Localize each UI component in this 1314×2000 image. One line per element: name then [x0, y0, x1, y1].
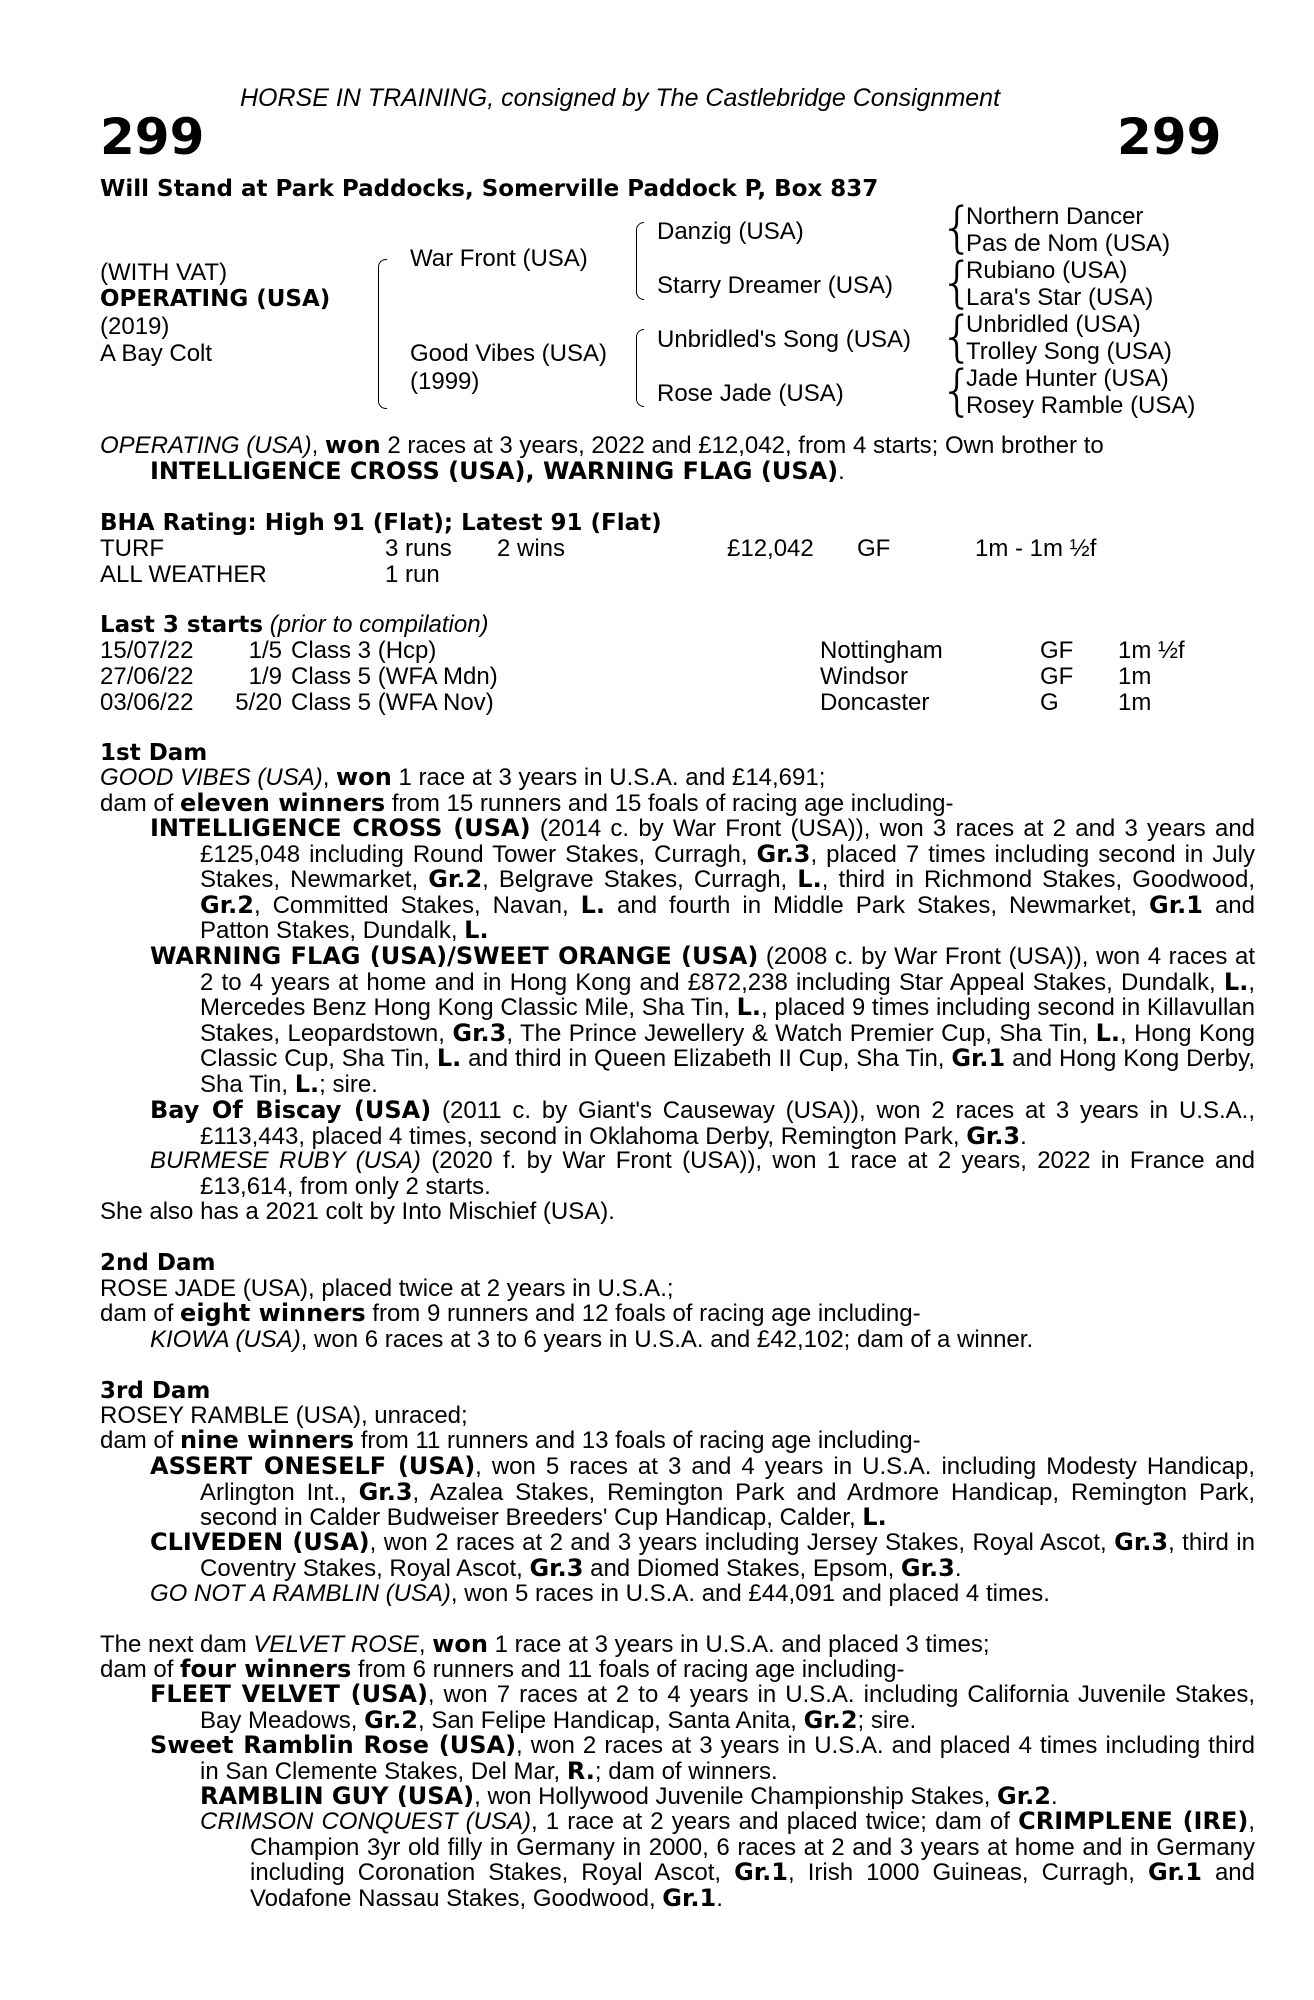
race-summary: OPERATING (USA), won 2 races at 3 years, 2022 and £12,042, from 4 starts; Own brother to INTELLIGENCE CROSS (USA), WARNING FLAG (USA).: [100, 431, 1104, 485]
pedigree-sire-sire: Danzig (USA): [657, 218, 804, 245]
dam1-progeny-2: WARNING FLAG (USA)/SWEET ORANGE (USA) (2008 c. by War Front (USA)), won 4 races at 2 to 4 years at home and in Hong Kong and £872,238 including Star Appeal Stakes, Dundalk, L., Mercedes Benz Hong Kong Classic Mile, Sha Tin, L., placed 9 times including second in Killavullan Stakes, Leopardstown, Gr.3, The Prince Jewellery & Watch Premier Cup, Sha Tin, L., Hong Kong Classic Cup, Sha Tin, L. and third in Queen Elizabeth II Cup, Sha Tin, Gr.1 and Hong Kong Derby, Sha Tin, L.; sire.: [150, 942, 1256, 1098]
dam3-progeny-3: GO NOT A RAMBLIN (USA), won 5 races in U.S.A. and £44,091 and placed 4 times.: [150, 1580, 1050, 1607]
start-dist-3: 1m: [1118, 689, 1152, 716]
start-date-2: 27/06/22: [100, 663, 194, 690]
start-date-3: 03/06/22: [100, 689, 194, 716]
pedigree-dam-dam: Rose Jade (USA): [657, 380, 844, 407]
dam1-line2: dam of eleven winners from 15 runners and 15 foals of racing age including-: [100, 789, 954, 817]
dam3-line2: dam of nine winners from 11 runners and 13 foals of racing age including-: [100, 1426, 921, 1454]
rating-wins-1: 2 wins: [497, 535, 566, 562]
foaling-year: (2019): [100, 313, 170, 340]
brace-g4-3: {: [940, 305, 975, 368]
vat-note: (WITH VAT): [100, 259, 228, 286]
dam2-heading: 2nd Dam: [100, 1250, 216, 1276]
next-dam-line2: dam of four winners from 6 runners and 11 foals of racing age including-: [100, 1655, 905, 1683]
start-pos-3: 5/20: [235, 689, 282, 716]
rating-prize-1: £12,042: [727, 535, 814, 562]
next-dam-line1: The next dam VELVET ROSE, won 1 race at 3 years in U.S.A. and placed 3 times;: [100, 1630, 990, 1658]
start-pos-1: 1/5: [248, 637, 282, 664]
next-dam-progeny-2: Sweet Ramblin Rose (USA), won 2 races at 3 years in U.S.A. and placed 4 times including third in San Clemente Stakes, Del Mar, R.; dam of winners.: [150, 1731, 1255, 1785]
dam1-also: She also has a 2021 colt by Into Mischief (USA).: [100, 1198, 615, 1225]
bracket-sire-line: [636, 222, 644, 300]
bracket-parents: [378, 259, 387, 409]
start-class-1: Class 3 (Hcp): [291, 637, 437, 664]
dam1-progeny-3: Bay Of Biscay (USA) (2011 c. by Giant's Causeway (USA)), won 2 races at 3 years in U.S.A., £113,443, placed 4 times, second in Oklahoma Derby, Remington Park, Gr.3.: [150, 1096, 1255, 1150]
dam1-progeny-1: INTELLIGENCE CROSS (USA) (2014 c. by War Front (USA)), won 3 races at 2 and 3 years and £125,048 including Round Tower Stakes, Curragh, Gr.3, placed 7 times including second in July Stakes, Newmarket, Gr.2, Belgrave Stakes, Curragh, L., third in Richmond Stakes, Goodwood, Gr.2, Committed Stakes, Navan, L. and fourth in Middle Park Stakes, Newmarket, Gr.1 and Patton Stakes, Dundalk, L.: [150, 814, 1256, 944]
pedigree-g4-5: Unbridled (USA): [966, 311, 1141, 338]
horse-name: OPERATING (USA): [100, 286, 331, 312]
lot-number-left: 299: [100, 108, 205, 166]
pedigree-sire: War Front (USA): [410, 245, 588, 272]
last-starts-heading: Last 3 starts (prior to compilation): [100, 611, 489, 638]
start-going-2: GF: [1040, 663, 1074, 690]
rating-surface-1: TURF: [100, 535, 164, 562]
pedigree-g4-2: Pas de Nom (USA): [966, 230, 1171, 257]
dam1-heading: 1st Dam: [100, 740, 208, 766]
horse-identity: [100, 259, 330, 367]
brace-g4-1: {: [940, 196, 975, 259]
brace-g4-4: {: [940, 359, 975, 422]
pedigree-g4-6: Trolley Song (USA): [966, 338, 1172, 365]
start-course-1: Nottingham: [820, 637, 943, 664]
pedigree-g4-3: Rubiano (USA): [966, 257, 1128, 284]
dam3-heading: 3rd Dam: [100, 1378, 211, 1404]
pedigree-dam-sire: Unbridled's Song (USA): [657, 326, 912, 353]
pedigree-g4-8: Rosey Ramble (USA): [966, 392, 1196, 419]
rating-runs-2: 1 run: [385, 561, 440, 588]
start-class-2: Class 5 (WFA Mdn): [291, 663, 498, 690]
consignment-line: HORSE IN TRAINING, consigned by The Castlebridge Consignment: [240, 84, 1001, 112]
dam1-progeny-4: BURMESE RUBY (USA) (2020 f. by War Front (USA)), won 1 race at 2 years, 2022 in France and £13,614, from only 2 starts.: [150, 1147, 1256, 1200]
rating-distance-1: 1m - 1m ½f: [975, 535, 1097, 562]
next-dam-progeny-1: FLEET VELVET (USA), won 7 races at 2 to 4 years in U.S.A. including California Juvenile Stakes, Bay Meadows, Gr.2, San Felipe Handicap, Santa Anita, Gr.2; sire.: [150, 1680, 1255, 1734]
dam2-progeny-1: KIOWA (USA), won 6 races at 3 to 6 years in U.S.A. and £42,102; dam of a winner.: [150, 1326, 1034, 1353]
start-pos-2: 1/9: [248, 663, 282, 690]
dam2-line2: dam of eight winners from 9 runners and 12 foals of racing age including-: [100, 1299, 921, 1327]
start-class-3: Class 5 (WFA Nov): [291, 689, 494, 716]
pedigree-dam-year: (1999): [410, 368, 480, 395]
start-date-1: 15/07/22: [100, 637, 194, 664]
rating-surface-2: ALL WEATHER: [100, 561, 267, 588]
pedigree-g4-7: Jade Hunter (USA): [966, 365, 1169, 392]
pedigree-dam: Good Vibes (USA): [410, 340, 607, 367]
horse-sex-colour: A Bay Colt: [100, 340, 213, 367]
start-dist-2: 1m: [1118, 663, 1152, 690]
dam2-line1: ROSE JADE (USA), placed twice at 2 years in U.S.A.;: [100, 1275, 674, 1302]
bha-rating-heading: BHA Rating: High 91 (Flat); Latest 91 (Flat): [100, 510, 662, 536]
pedigree-sire-dam: Starry Dreamer (USA): [657, 272, 894, 299]
start-dist-1: 1m ½f: [1118, 637, 1185, 664]
rating-runs-1: 3 runs: [385, 535, 452, 562]
dam3-line1: ROSEY RAMBLE (USA), unraced;: [100, 1402, 468, 1429]
bracket-dam-line: [636, 329, 644, 407]
dam3-progeny-2: CLIVEDEN (USA), won 2 races at 2 and 3 years including Jersey Stakes, Royal Ascot, Gr.3, third in Coventry Stakes, Royal Ascot, Gr.3 and Diomed Stakes, Epsom, Gr.3.: [150, 1528, 1255, 1582]
next-dam-progeny-4: CRIMSON CONQUEST (USA), 1 race at 2 years and placed twice; dam of CRIMPLENE (IRE), Champion 3yr old filly in Germany in 2000, 6 races at 2 and 3 years at home and in Germany including Coronation Stakes, Royal Ascot, Gr.1, Irish 1000 Guineas, Curragh, Gr.1 and Vodafone Nassau Stakes, Goodwood, Gr.1.: [200, 1807, 1256, 1912]
next-dam-progeny-3: RAMBLIN GUY (USA), won Hollywood Juvenile Championship Stakes, Gr.2.: [200, 1782, 1058, 1810]
start-going-1: GF: [1040, 637, 1074, 664]
start-course-2: Windsor: [820, 663, 909, 690]
start-going-3: G: [1040, 689, 1059, 716]
lot-number-right: 299: [1117, 108, 1222, 166]
pedigree-g4-1: Northern Dancer: [966, 203, 1144, 230]
start-course-3: Doncaster: [820, 689, 930, 716]
stand-location: Will Stand at Park Paddocks, Somerville Paddock P, Box 837: [100, 176, 879, 202]
dam3-progeny-1: ASSERT ONESELF (USA), won 5 races at 3 and 4 years in U.S.A. including Modesty Handicap, Arlington Int., Gr.3, Azalea Stakes, Remington Park and Ardmore Handicap, Remington Park, second in Calder Budweiser Breeders' Cup Handicap, Calder, L.: [150, 1452, 1255, 1531]
dam1-line1: GOOD VIBES (USA), won 1 race at 3 years in U.S.A. and £14,691;: [100, 763, 826, 791]
rating-going-1: GF: [857, 535, 891, 562]
brace-g4-2: {: [940, 251, 975, 314]
pedigree-g4-4: Lara's Star (USA): [966, 284, 1154, 311]
